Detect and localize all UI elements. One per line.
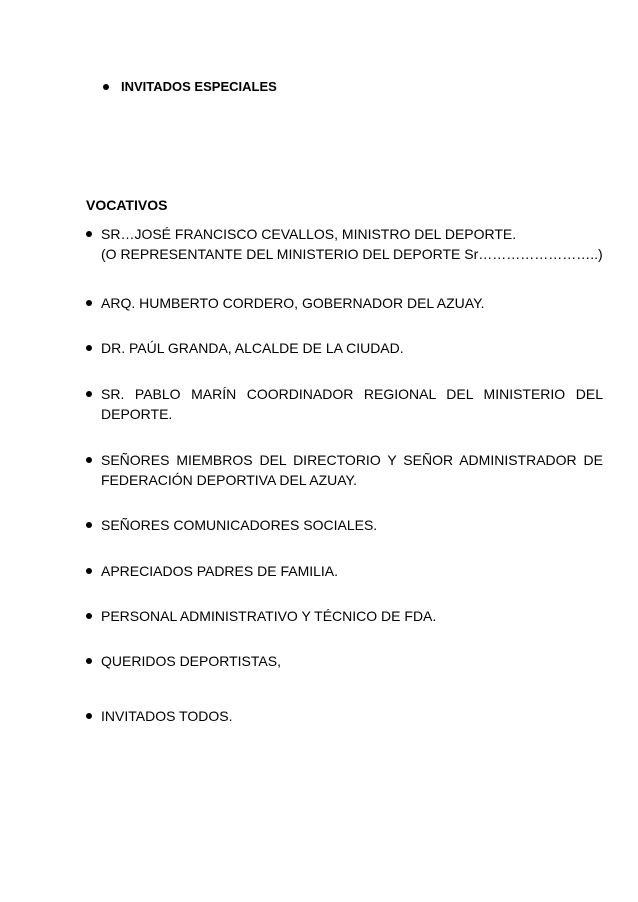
bullet-icon	[86, 522, 92, 528]
list-item	[86, 224, 603, 264]
bullet-icon	[86, 231, 92, 237]
list-item	[86, 651, 603, 671]
list-item-text: APRECIADOS PADRES DE FAMILIA.	[101, 563, 339, 579]
list-item	[86, 450, 603, 490]
list-item	[86, 606, 603, 626]
list-item-text: DR. PAÚL GRANDA, ALCALDE DE LA CIUDAD.	[101, 340, 404, 356]
list-item-text: QUERIDOS DEPORTISTAS,	[101, 653, 281, 669]
list-item	[86, 384, 603, 424]
list-item-text: INVITADOS TODOS.	[101, 708, 233, 724]
list-item-text	[101, 224, 603, 264]
list-item-text: SEÑORES MIEMBROS DEL DIRECTORIO Y SEÑOR ADMINISTRADOR DE FEDERACIÓN DEPORTIVA DEL AZUAY.	[101, 452, 603, 488]
bullet-icon	[86, 613, 92, 619]
list-item-line: SR…JOSÉ FRANCISCO CEVALLOS, MINISTRO DEL DEPORTE.	[101, 226, 517, 242]
list-item-text: ARQ. HUMBERTO CORDERO, GOBERNADOR DEL AZUAY.	[101, 295, 485, 311]
top-bullet-item	[103, 79, 277, 95]
list-item-text: SEÑORES COMUNICADORES SOCIALES.	[101, 517, 378, 533]
bullet-icon	[103, 84, 109, 90]
list-item	[86, 561, 603, 581]
list-item	[86, 293, 603, 313]
bullet-icon	[86, 658, 92, 664]
list-item-text: PERSONAL ADMINISTRATIVO Y TÉCNICO DE FDA.	[101, 608, 437, 624]
list-item	[86, 515, 603, 535]
list-item	[86, 338, 603, 358]
bullet-icon	[86, 391, 92, 397]
bullet-icon	[86, 713, 92, 719]
list-item	[86, 706, 603, 726]
bullet-icon	[86, 300, 92, 306]
bullet-icon	[86, 345, 92, 351]
bullet-icon	[86, 568, 92, 574]
list-item-line: (O REPRESENTANTE DEL MINISTERIO DEL DEPORTE Sr……………………..)	[101, 246, 603, 262]
top-bullet-text: INVITADOS ESPECIALES	[121, 79, 277, 94]
list-item-text: SR. PABLO MARÍN COORDINADOR REGIONAL DEL MINISTERIO DEL DEPORTE.	[101, 386, 603, 422]
section-heading: VOCATIVOS	[86, 197, 168, 213]
bullet-icon	[86, 457, 92, 463]
